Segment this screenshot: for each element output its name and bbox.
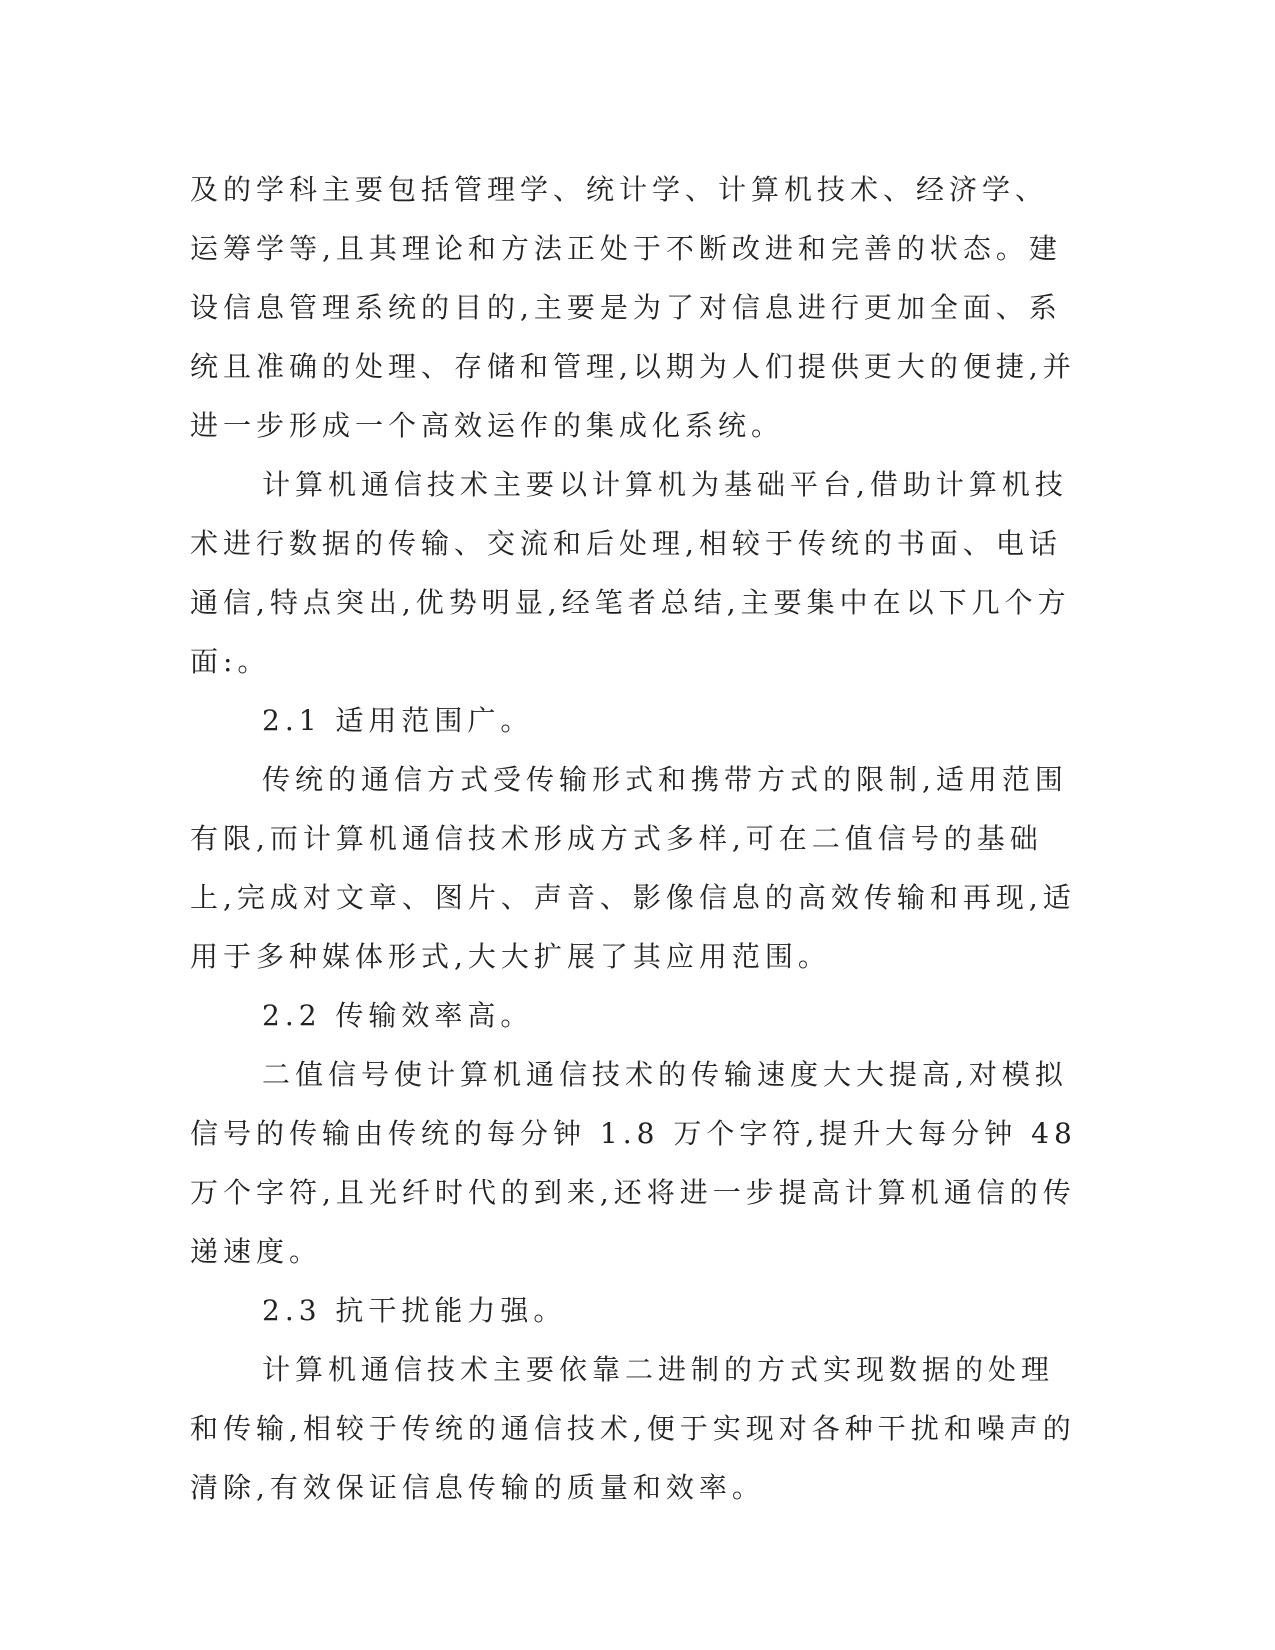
paragraph-info-system-purpose: 及的学科主要包括管理学、统计学、计算机技术、经济学、运筹学等,且其理论和方法正处于不断改进和完善的状态。建设信息管理系统的目的,主要是为了对信息进行更加全面、系统且准确的处理、存储和管理,以期为人们提供更大的便捷,并进一步形成一个高效运作的集成化系统。	[190, 173, 1076, 442]
paragraph-high-efficiency: 二值信号使计算机通信技术的传输速度大大提高,对模拟信号的传输由传统的每分钟 1.8 万个字符,提升大每分钟 48 万个字符,且光纤时代的到来,还将进一步提高计算机通信的传递速度。	[190, 1058, 1077, 1268]
section-heading-2-1: 2.1 适用范围广。	[262, 704, 534, 737]
paragraph-anti-interference: 计算机通信技术主要依靠二进制的方式实现数据的处理和传输,相较于传统的通信技术,便于实现对各种干扰和噪声的清除,有效保证信息传输的质量和效率。	[190, 1353, 1076, 1504]
paragraph-wide-application: 传统的通信方式受传输形式和携带方式的限制,适用范围有限,而计算机通信技术形成方式多样,可在二值信号的基础上,完成对文章、图片、声音、影像信息的高效传输和再现,适用于多种媒体形式,大大扩展了其应用范围。	[190, 763, 1076, 973]
section-heading-2-2: 2.2 传输效率高。	[262, 999, 534, 1032]
document-body	[190, 160, 1080, 1517]
paragraph-comm-tech-intro: 计算机通信技术主要以计算机为基础平台,借助计算机技术进行数据的传输、交流和后处理,相较于传统的书面、电话通信,特点突出,优势明显,经笔者总结,主要集中在以下几个方面:。	[190, 468, 1071, 678]
section-heading-2-3: 2.3 抗干扰能力强。	[262, 1294, 567, 1327]
